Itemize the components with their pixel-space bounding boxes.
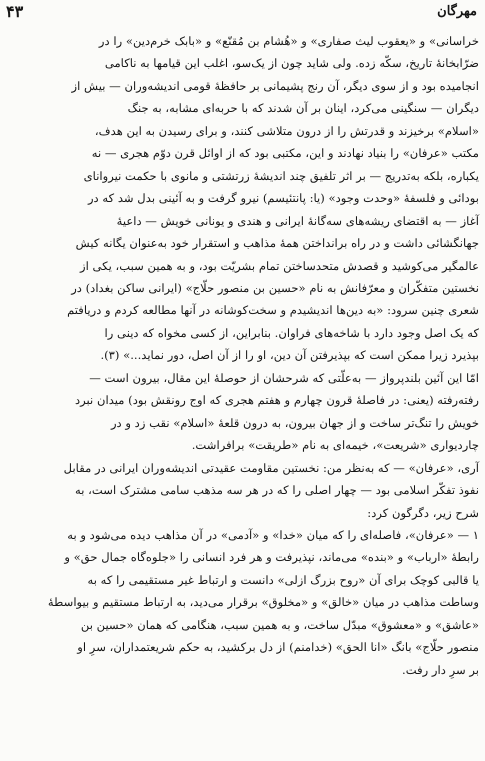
text-line: خراسانی» و «یعقوب لیث صفاری» و «هُشام بن مُقنّع» و «بابک خرم‌دین» را در — [98, 34, 479, 48]
text-line: نفوذ تفکّر اسلامی بود — چهار اصلی را که در هر سه مذهب سامی مشترک است، به — [74, 483, 479, 498]
text-line: یا قالبی کوچک برای آن «روح بزرگ ازلی» دانست و ارتباط غیر مستقیمی را که به — [87, 572, 479, 587]
text-line: آغاز — به اقتضای ریشه‌های سه‌گانهٔ ایرانی و هندی و یونانی خویش — داعیهٔ — [116, 213, 479, 228]
text-line: نخستین متفکّران و معرّفانش به نام «حسین بن منصور حلّاج» (ایرانی ساکن بغداد) در — [71, 280, 479, 295]
text-line: «عاشق» و «معشوق» مبدّل ساخت، و به همین سبب، هنگامی که همان «حسین بن — [80, 617, 479, 632]
text-line: عالمگیر می‌کوشید و قصدش متحدساختن تمام بشریّت بود، و به همین سبب، یکی از — [80, 258, 479, 273]
text-line: بودائی و فلسفهٔ «وحدت وجود» (یا: پانتئیسم) نیرو گرفت و به آئینی بدل شد که در — [87, 191, 479, 206]
text-line: بر سرِ دار رفت. — [402, 662, 479, 677]
running-title: مهرگان — [437, 4, 477, 19]
text-line: شعری چنین سرود: «به دین‌ها اندیشیدم و سخت‌کوشانه در آنها مطالعه کردم و دریافتم — [67, 303, 479, 318]
text-line: ۱ — «عرفان»، فاصله‌ای را که میان «خدا» و «آدمی» در آن مذاهب دیده می‌شود و به — [67, 527, 479, 542]
text-line: خویش را تنگ‌تر ساخت و از جهان بیرون، به درون قلعهٔ «اسلام» نقب زد و در — [110, 415, 479, 430]
text-line: که یک اصل وجود دارد با شاخه‌های فراوان. بنابراین، از کسی مخواه که دینی را — [104, 325, 479, 340]
text-line: آری، «عرفان» — که به‌نظر من: نخستین مقاومت عقیدتی اندیشه‌وران ایرانی در مقابل — [63, 460, 479, 475]
body-text — [6, 30, 479, 681]
text-line: مکتب «عرفان» را بنیاد نهادند و این، مکتبی بود که از اوائل قرن دوّم هجری — نه — [91, 146, 479, 161]
text-line: شرح زیر، دگرگون کرد: — [367, 505, 479, 520]
text-line: رابطهٔ «ارباب» و «بنده» می‌ماند، نپذیرفت و هر فرد انسانی را «جلوه‌گاه جمال حق» و — [64, 550, 479, 565]
text-line: منصور حلّاج» بانگ «انا الحق» (خدامنم) از دل برکشید، به حکم شریعتمداران، سرِ او — [77, 640, 479, 655]
text-line: «اسلام» برخیزند و قدرتش را از درون متلاشی کنند، و برای رسیدن به این هدف، — [94, 123, 479, 138]
text-line: انجامیده بود و از سوی دیگر، آن رنج پشیمانی بر حافظهٔ قومی اندیشه‌وران — بیش از — [71, 78, 479, 93]
text-line: ضرّابخانهٔ تاریخ، سکّه زده. ولی شاید چون از یک‌سو، اغلب این قیامها به ناکامی — [104, 56, 479, 71]
text-line: وساطت مذاهب در میان «خالق» و «مخلوق» برقرار می‌دید، به ارتباط مستقیم و بیواسطهٔ — [47, 595, 479, 610]
text-line: بپذیرد زیرا ممکن است که بپذیرفتن آن دین، او را از آن اصل، دور نماید...» (۳). — [100, 348, 479, 363]
text-line: امّا این آئین بلندپرواز — به‌علّتی که شرحشان از حوصلهٔ این مقال، بیرون است — — [89, 370, 479, 385]
page-header — [0, 0, 485, 34]
text-line: رفته‌رفته (یعنی: در فاصلهٔ قرون چهارم و هفتم هجری که اوج رونقش بود) میدان نبرد — [74, 393, 479, 408]
text-line: جهانگشائی داشت و در راه برانداختن همهٔ مذاهب و استقرار خود به‌عنوان یگانه کیش — [75, 236, 479, 251]
text-line: یکباره، بلکه به‌تدریج — بر اثر تلفیق چند اندیشهٔ زرتشتی و مانوی با حکمت نیروانای — [83, 168, 479, 183]
text-line: چاردیواری «شریعت»، خیمه‌ای به نام «طریقت» برافراشت. — [191, 438, 479, 453]
text-line: دیگران — سنگینی می‌کرد، اینان بر آن شدند که با حربه‌ای مشابه، به جنگ — [127, 101, 479, 116]
page-number: ۴۳ — [6, 2, 24, 21]
